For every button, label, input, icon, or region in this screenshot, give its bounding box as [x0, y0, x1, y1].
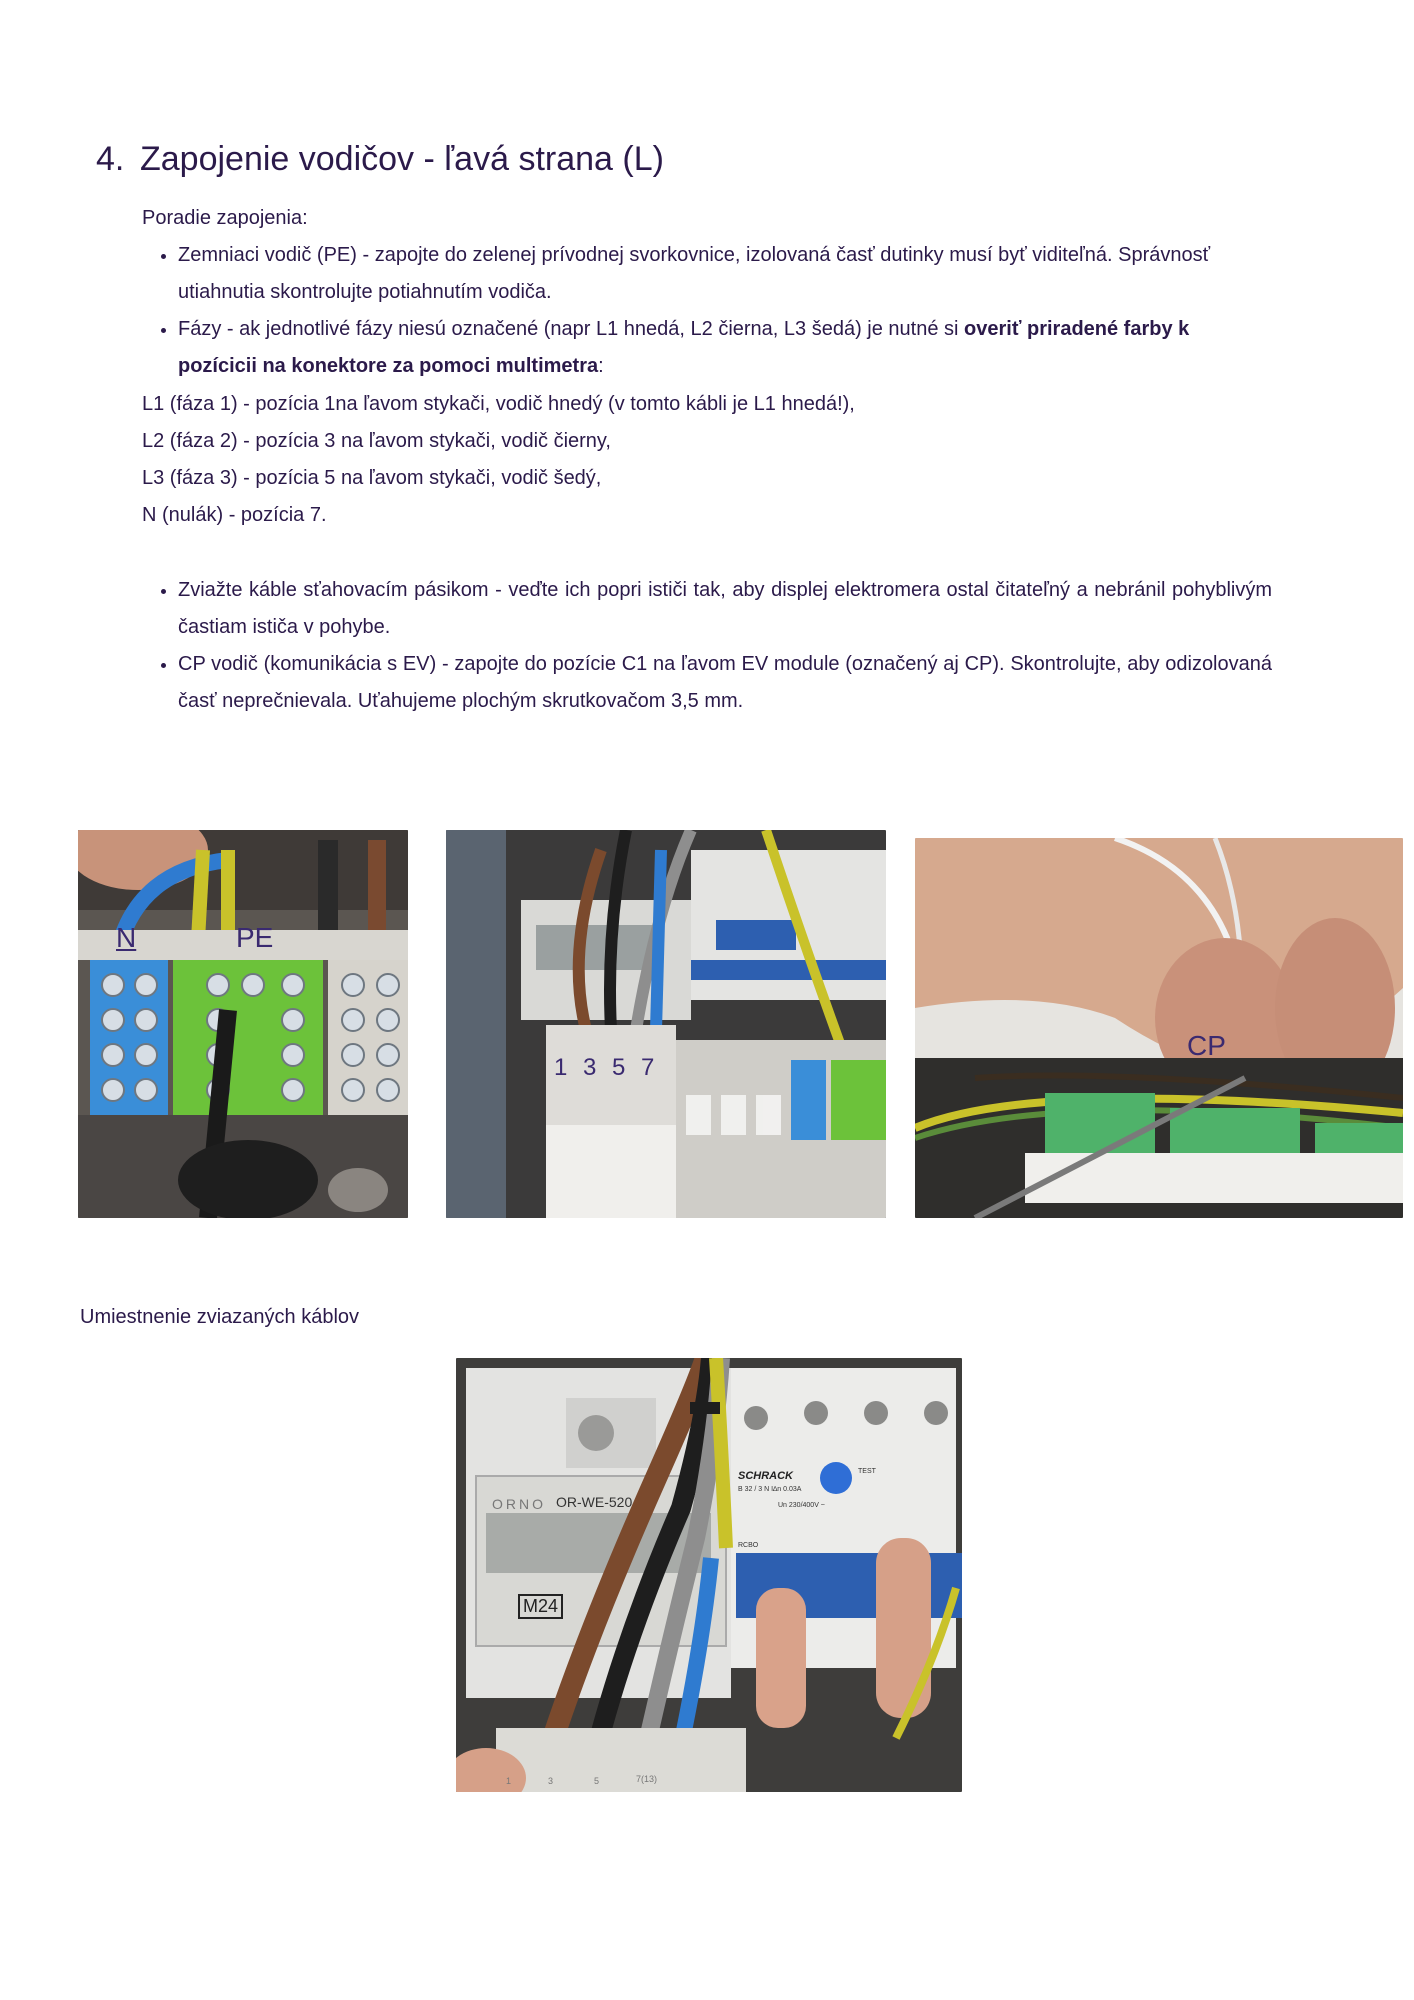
position-line-l3: L3 (fáza 3) - pozícia 5 na ľavom stykači, vodič šedý,	[142, 467, 602, 489]
steps-list-2	[142, 572, 1272, 720]
list-item-phases	[178, 311, 1272, 385]
intro-text: Poradie zapojenia:	[142, 207, 308, 229]
section-number: 4.	[96, 140, 125, 178]
photo-cp-wire	[915, 838, 1403, 1218]
position-line-n: N (nulák) - pozícia 7.	[142, 504, 327, 526]
breaker-test: TEST	[858, 1468, 876, 1475]
position-list	[142, 386, 1272, 534]
photo-contactor-image	[446, 830, 886, 1218]
photo-bundled-cables	[456, 1358, 962, 1792]
photo-terminal-blocks	[78, 830, 408, 1218]
photo-terminal-blocks-image	[78, 830, 408, 1218]
section-title	[96, 140, 664, 179]
photo-cp-wire-image	[915, 838, 1403, 1218]
section-title-text: Zapojenie vodičov - ľavá strana (L)	[140, 140, 664, 178]
list-item-pe	[178, 237, 1272, 311]
terminal-number-3: 3	[548, 1776, 554, 1786]
position-line-l1: L1 (fáza 1) - pozícia 1na ľavom stykači, vodič hnedý (v tomto kábli je L1 hnedá!),	[142, 393, 855, 415]
photo-label-pos-1: 1	[554, 1054, 568, 1081]
meter-brand: ORNO	[492, 1496, 546, 1512]
terminal-number-5: 5	[594, 1776, 600, 1786]
terminal-number-7: 7(13)	[636, 1774, 658, 1784]
instructions-block-2	[142, 572, 1272, 720]
step-text: Zemniaci vodič (PE) - zapojte do zelenej prívodnej svorkovnice, izolovaná časť dutinky musí byť viditeľná. Správnosť utiahnutia skontrolujte potiahnutím vodiča.	[178, 244, 1211, 303]
breaker-voltage: Un 230/400V ~	[778, 1502, 825, 1509]
photo-label-cp: CP	[1187, 1030, 1226, 1061]
photo-label-n: N	[116, 922, 137, 953]
step-text: Fázy - ak jednotlivé fázy niesú označené (napr L1 hnedá, L2 čierna, L3 šedá) je nutné si	[178, 318, 965, 340]
meter-model: OR-WE-520	[556, 1494, 633, 1510]
step-text: :	[598, 355, 604, 377]
photo-label-pe: PE	[236, 922, 274, 953]
instructions-block	[142, 200, 1272, 385]
photo-contactor	[446, 830, 886, 1218]
photo-label-pos-7: 7	[641, 1054, 655, 1081]
step-bold-text: overiť priradené farby k pozícicii na konektore za pomoci multimetra	[178, 318, 1190, 377]
photo-label-pos-5: 5	[612, 1054, 626, 1081]
meter-code: M24	[518, 1594, 563, 1619]
photo-caption: Umiestnenie zviazaných káblov	[80, 1306, 360, 1328]
list-item-cp-wire: • CP vodič (komunikácia s EV) - zapojte do pozície C1 na ľavom EV module (označený aj CP). Skontrolujte, aby odizolovaná časť neprečnievala. Uťahujeme plochým skrutkovačom 3,5 mm.	[178, 646, 1272, 720]
breaker-type: RCBO	[738, 1542, 759, 1549]
terminal-number-1: 1	[506, 1776, 512, 1786]
list-item-cable-ties: • Zviažte káble sťahovacím pásikom - veďte ich popri ističi tak, aby displej elektromera ostal čitateľný a nebránil pohyblivým častiam ističa v pohybe.	[178, 572, 1272, 646]
position-line-l2: L2 (fáza 2) - pozícia 3 na ľavom stykači, vodič čierny,	[142, 430, 611, 452]
photo-label-pos-3: 3	[583, 1054, 597, 1081]
photo-bundled-cables-image	[456, 1358, 962, 1792]
breaker-rating: B 32 / 3 N I∆n 0.03A	[738, 1486, 802, 1493]
steps-list	[142, 237, 1272, 385]
breaker-brand: SCHRACK	[738, 1470, 793, 1482]
